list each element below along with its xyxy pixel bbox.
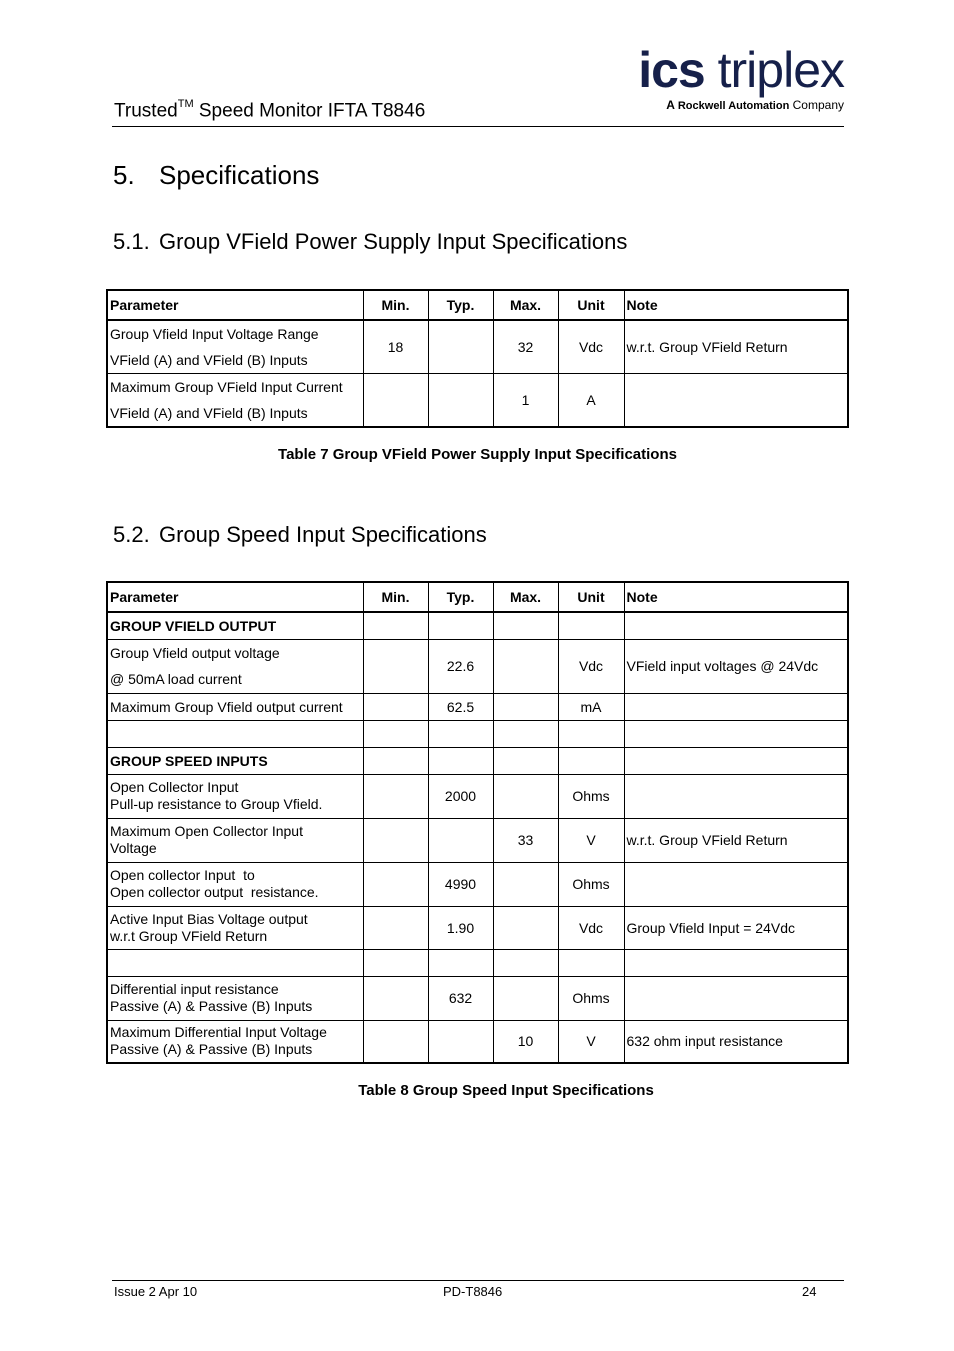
footer-doc-number: PD-T8846 bbox=[443, 1284, 503, 1299]
empty-cell bbox=[558, 747, 624, 774]
tagline-b: Rockwell Automation bbox=[677, 100, 790, 112]
empty-cell bbox=[558, 720, 624, 747]
param-line: Differential input resistance bbox=[110, 981, 279, 997]
cell-min bbox=[363, 1020, 428, 1063]
empty-cell bbox=[493, 720, 558, 747]
empty-cell bbox=[493, 747, 558, 774]
col-note: Note bbox=[624, 582, 848, 612]
cell-parameter bbox=[107, 1020, 363, 1063]
table-8 bbox=[106, 581, 849, 1064]
cell-max bbox=[493, 862, 558, 906]
cell-unit: Vdc bbox=[558, 906, 624, 949]
cell-typ: 1.90 bbox=[428, 906, 493, 949]
section-title: Specifications bbox=[159, 160, 320, 190]
table-header-row bbox=[107, 582, 848, 612]
cell-unit: Ohms bbox=[558, 976, 624, 1020]
cell-typ: 632 bbox=[428, 976, 493, 1020]
subsection-number: 5.1. bbox=[113, 229, 150, 254]
section-label: GROUP SPEED INPUTS bbox=[107, 747, 363, 774]
empty-cell bbox=[363, 612, 428, 639]
cell-max: 1 bbox=[493, 374, 558, 428]
col-parameter: Parameter bbox=[107, 582, 363, 612]
empty-cell bbox=[428, 612, 493, 639]
param-line: @ 50mA load current bbox=[110, 671, 242, 687]
param-line: Pull-up resistance to Group Vfield. bbox=[110, 796, 323, 812]
title-suffix: Speed Monitor IFTA T8846 bbox=[193, 100, 426, 122]
cell-min bbox=[363, 906, 428, 949]
logo-bold: ics bbox=[638, 42, 705, 98]
col-unit: Unit bbox=[558, 290, 624, 320]
table-row bbox=[107, 862, 848, 906]
col-max: Max. bbox=[493, 582, 558, 612]
table-row bbox=[107, 693, 848, 720]
cell-typ: 2000 bbox=[428, 774, 493, 818]
empty-cell bbox=[493, 949, 558, 976]
param-line: VField (A) and VField (B) Inputs bbox=[110, 352, 308, 368]
cell-parameter bbox=[107, 374, 363, 428]
cell-typ bbox=[428, 374, 493, 428]
empty-cell bbox=[624, 747, 848, 774]
blank-row bbox=[107, 949, 848, 976]
header-rule bbox=[112, 126, 844, 127]
empty-cell bbox=[624, 720, 848, 747]
cell-max bbox=[493, 976, 558, 1020]
cell-min: 18 bbox=[363, 320, 428, 374]
cell-unit: V bbox=[558, 818, 624, 862]
col-max: Max. bbox=[493, 290, 558, 320]
table-row bbox=[107, 818, 848, 862]
empty-cell bbox=[363, 949, 428, 976]
document-title bbox=[114, 100, 425, 122]
col-min: Min. bbox=[363, 582, 428, 612]
subsection-heading-1 bbox=[113, 229, 627, 255]
section-number: 5. bbox=[113, 160, 135, 190]
table-row bbox=[107, 374, 848, 428]
cell-typ bbox=[428, 1020, 493, 1063]
cell-note: w.r.t. Group VField Return bbox=[624, 818, 848, 862]
section-label: GROUP VFIELD OUTPUT bbox=[107, 612, 363, 639]
section-row bbox=[107, 747, 848, 774]
cell-parameter bbox=[107, 862, 363, 906]
cell-note bbox=[624, 862, 848, 906]
table-row bbox=[107, 774, 848, 818]
logo-tagline bbox=[612, 98, 844, 112]
table-7-caption: Table 7 Group VField Power Supply Input Specifications bbox=[278, 446, 677, 463]
cell-unit: Vdc bbox=[558, 639, 624, 693]
company-logo bbox=[612, 44, 844, 112]
logo-light: triplex bbox=[704, 42, 844, 98]
cell-note bbox=[624, 374, 848, 428]
table-row bbox=[107, 320, 848, 374]
empty-cell bbox=[428, 949, 493, 976]
cell-parameter bbox=[107, 976, 363, 1020]
footer-page-number: 24 bbox=[802, 1284, 817, 1299]
cell-max bbox=[493, 639, 558, 693]
empty-cell bbox=[107, 720, 363, 747]
empty-cell bbox=[107, 949, 363, 976]
empty-cell bbox=[624, 949, 848, 976]
empty-cell bbox=[493, 612, 558, 639]
cell-min bbox=[363, 639, 428, 693]
tagline-a: A bbox=[666, 98, 678, 112]
cell-note bbox=[624, 976, 848, 1020]
cell-unit: A bbox=[558, 374, 624, 428]
cell-max: 33 bbox=[493, 818, 558, 862]
logo-wordmark bbox=[612, 44, 844, 96]
tagline-c: Company bbox=[789, 98, 844, 112]
param-line: Group Vfield output voltage bbox=[110, 645, 280, 661]
section-row bbox=[107, 612, 848, 639]
cell-note bbox=[624, 693, 848, 720]
col-note: Note bbox=[624, 290, 848, 320]
col-unit: Unit bbox=[558, 582, 624, 612]
cell-unit: Vdc bbox=[558, 320, 624, 374]
empty-cell bbox=[363, 720, 428, 747]
cell-typ: 4990 bbox=[428, 862, 493, 906]
table-7 bbox=[106, 289, 849, 428]
cell-parameter bbox=[107, 818, 363, 862]
section-heading bbox=[113, 160, 319, 191]
cell-typ: 62.5 bbox=[428, 693, 493, 720]
cell-max bbox=[493, 774, 558, 818]
empty-cell bbox=[363, 747, 428, 774]
param-line: Active Input Bias Voltage output bbox=[110, 910, 308, 927]
empty-cell bbox=[558, 949, 624, 976]
table-header-row bbox=[107, 290, 848, 320]
param-line: Maximum Open Collector Input bbox=[110, 823, 303, 839]
cell-max: 10 bbox=[493, 1020, 558, 1063]
cell-parameter bbox=[107, 320, 363, 374]
cell-note: VField input voltages @ 24Vdc bbox=[624, 639, 848, 693]
table-row bbox=[107, 1020, 848, 1063]
cell-note bbox=[624, 774, 848, 818]
trademark-sup: TM bbox=[177, 98, 194, 110]
cell-typ bbox=[428, 818, 493, 862]
subsection-title: Group VField Power Supply Input Specifications bbox=[159, 229, 628, 254]
title-prefix: Trusted bbox=[114, 100, 178, 122]
subsection-title: Group Speed Input Specifications bbox=[159, 522, 487, 547]
param-line: Group Vfield Input Voltage Range bbox=[110, 326, 319, 342]
cell-typ bbox=[428, 320, 493, 374]
param-line: w.r.t Group VField Return bbox=[110, 927, 268, 944]
param-line: Passive (A) & Passive (B) Inputs bbox=[110, 998, 313, 1014]
param-line: Open Collector Input bbox=[110, 779, 239, 795]
cell-unit: Ohms bbox=[558, 862, 624, 906]
cell-parameter bbox=[107, 906, 363, 949]
param-line: VField (A) and VField (B) Inputs bbox=[110, 405, 308, 421]
cell-min bbox=[363, 976, 428, 1020]
cell-min bbox=[363, 774, 428, 818]
subsection-number: 5.2. bbox=[113, 522, 150, 547]
cell-unit: mA bbox=[558, 693, 624, 720]
cell-min bbox=[363, 818, 428, 862]
param-line: Maximum Differential Input Voltage bbox=[110, 1024, 327, 1041]
param-line: Open collector output resistance. bbox=[110, 884, 319, 900]
col-parameter: Parameter bbox=[107, 290, 363, 320]
empty-cell bbox=[624, 612, 848, 639]
cell-note: 632 ohm input resistance bbox=[624, 1020, 848, 1063]
col-typ: Typ. bbox=[428, 582, 493, 612]
param-line: Open collector Input to bbox=[110, 867, 255, 883]
footer-issue: Issue 2 Apr 10 bbox=[114, 1284, 198, 1299]
cell-parameter: Maximum Group Vfield output current bbox=[107, 693, 363, 720]
cell-min bbox=[363, 374, 428, 428]
cell-unit: Ohms bbox=[558, 774, 624, 818]
cell-max bbox=[493, 693, 558, 720]
table-row bbox=[107, 639, 848, 693]
empty-cell bbox=[558, 612, 624, 639]
table-8-caption: Table 8 Group Speed Input Specifications bbox=[358, 1082, 654, 1099]
empty-cell bbox=[428, 747, 493, 774]
col-min: Min. bbox=[363, 290, 428, 320]
cell-unit: V bbox=[558, 1020, 624, 1063]
cell-min bbox=[363, 862, 428, 906]
empty-cell bbox=[428, 720, 493, 747]
blank-row bbox=[107, 720, 848, 747]
subsection-heading-2 bbox=[113, 522, 487, 548]
cell-typ: 22.6 bbox=[428, 639, 493, 693]
param-line: Voltage bbox=[110, 840, 157, 856]
cell-parameter bbox=[107, 639, 363, 693]
table-row bbox=[107, 906, 848, 949]
cell-note: Group Vfield Input = 24Vdc bbox=[624, 906, 848, 949]
cell-note: w.r.t. Group VField Return bbox=[624, 320, 848, 374]
cell-max bbox=[493, 906, 558, 949]
param-line: Passive (A) & Passive (B) Inputs bbox=[110, 1041, 313, 1058]
cell-min bbox=[363, 693, 428, 720]
table-row bbox=[107, 976, 848, 1020]
cell-max: 32 bbox=[493, 320, 558, 374]
param-line: Maximum Group VField Input Current bbox=[110, 379, 343, 395]
footer-rule bbox=[112, 1280, 844, 1281]
cell-parameter bbox=[107, 774, 363, 818]
col-typ: Typ. bbox=[428, 290, 493, 320]
